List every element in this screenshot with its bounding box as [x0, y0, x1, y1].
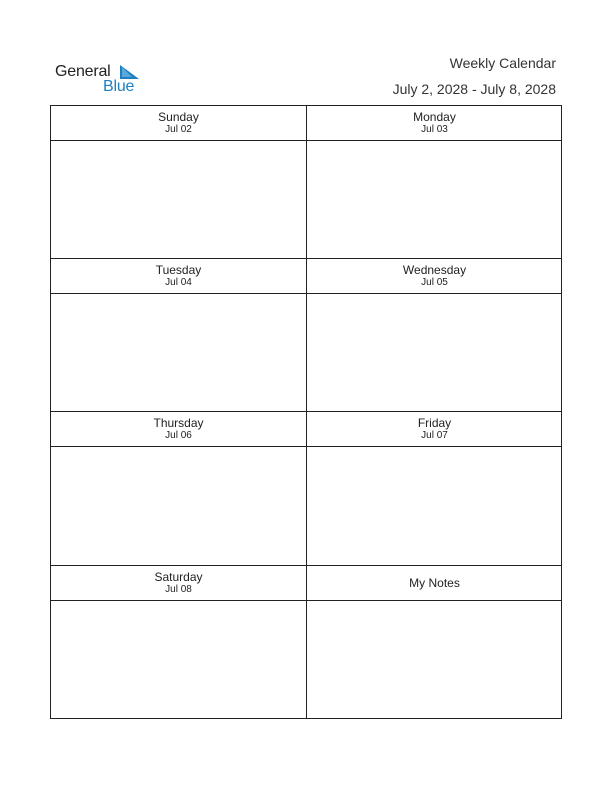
day-name: Friday — [417, 416, 452, 430]
day-header-friday — [307, 412, 562, 447]
my-notes-area[interactable] — [307, 601, 562, 718]
day-name: Wednesday — [402, 263, 467, 277]
day-notes-area-sunday[interactable] — [51, 141, 306, 258]
logo-triangle-icon — [120, 65, 139, 79]
day-notes-area-friday[interactable] — [307, 447, 562, 564]
logo-general-text: General — [55, 63, 111, 80]
date-range: July 2, 2028 - July 8, 2028 — [392, 81, 556, 97]
day-header-wednesday — [307, 259, 562, 294]
day-notes-area-saturday[interactable] — [51, 601, 306, 718]
day-notes-area-tuesday[interactable] — [51, 294, 306, 411]
day-name: Thursday — [153, 416, 204, 430]
day-date: Jul 06 — [165, 430, 192, 441]
page-title: Weekly Calendar — [449, 55, 556, 71]
day-name: Saturday — [154, 570, 203, 584]
day-header-tuesday — [51, 259, 306, 294]
day-header-thursday — [51, 412, 306, 447]
day-header-monday — [307, 106, 562, 141]
day-date: Jul 08 — [165, 584, 192, 595]
day-date: Jul 03 — [421, 124, 448, 135]
day-header-sunday — [51, 106, 306, 141]
generalblue-logo — [55, 63, 145, 97]
logo-blue-text: Blue — [103, 78, 135, 95]
calendar-grid — [50, 105, 562, 719]
day-notes-area-monday[interactable] — [307, 141, 562, 258]
day-header-saturday — [51, 566, 306, 601]
notes-header — [307, 566, 562, 601]
day-name: Monday — [413, 110, 456, 124]
day-notes-area-wednesday[interactable] — [307, 294, 562, 411]
day-date: Jul 07 — [421, 430, 448, 441]
day-notes-area-thursday[interactable] — [51, 447, 306, 564]
day-date: Jul 05 — [421, 277, 448, 288]
notes-label: My Notes — [409, 576, 460, 590]
day-date: Jul 02 — [165, 124, 192, 135]
day-date: Jul 04 — [165, 277, 192, 288]
day-name: Tuesday — [155, 263, 202, 277]
day-name: Sunday — [158, 110, 199, 124]
